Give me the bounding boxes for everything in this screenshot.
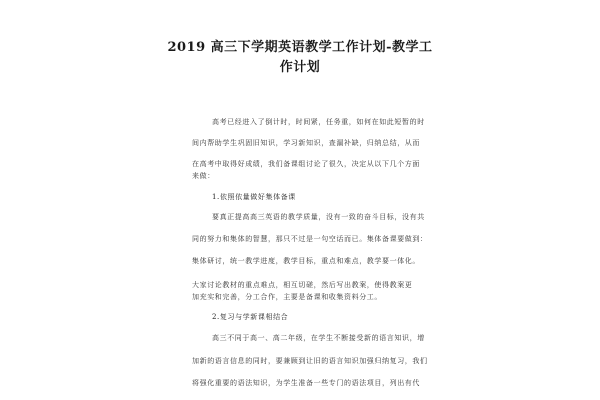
paragraph-2-line-2: 同的努力和集体的智慧，那只不过是一句空话而已。集体备课要做到：: [192, 235, 428, 243]
document-title-line-2: 作计划: [279, 60, 321, 75]
paragraph-3-line-2: 加新的语言信息的同时，要兼顾到让旧的语言知识加强归纳复习，我们: [192, 357, 428, 365]
section-heading-2: 2.复习与学新课相结合: [212, 313, 289, 321]
paragraph-1-line-1: 高考已经进入了倒计时，时间紧，任务重，如何在如此短暂的时: [212, 118, 425, 126]
paragraph-1-line-2: 间内帮助学生巩固旧知识，学习新知识，查漏补缺，归纳总结，从而: [192, 139, 420, 147]
paragraph-2-line-4: 大家讨论教材的重点难点，相互切磋，然后写出教案，使得教案更: [192, 281, 413, 289]
section-heading-1: 1.依照依量做好集体备课: [212, 193, 296, 201]
paragraph-3-line-3: 将强化重要的语法知识，为学生准备一些专门的语法项目，列出有代: [192, 379, 420, 387]
paragraph-3-line-1: 高三不同于高一、高二年级，在学生不断接受新的语言知识，增: [212, 334, 425, 342]
paragraph-2-line-1: 要真正提高高三英语的教学质量，没有一致的奋斗目标，没有共: [212, 213, 425, 221]
paragraph-2-line-5: 加充实和完善，分工合作，主要是备课和收集资料分工。: [192, 293, 382, 301]
paragraph-1-line-4: 来做：: [192, 172, 215, 180]
paragraph-1-line-3: 在高考中取得好成绩，我们备课组讨论了很久，决定从以下几个方面: [192, 160, 420, 168]
paragraph-2-line-3: 集体研讨，统一教学进度，教学目标，重点和难点，教学要一体化。: [192, 257, 420, 265]
document-title-line-1: 2019 高三下学期英语教学工作计划-教学工: [167, 40, 433, 55]
